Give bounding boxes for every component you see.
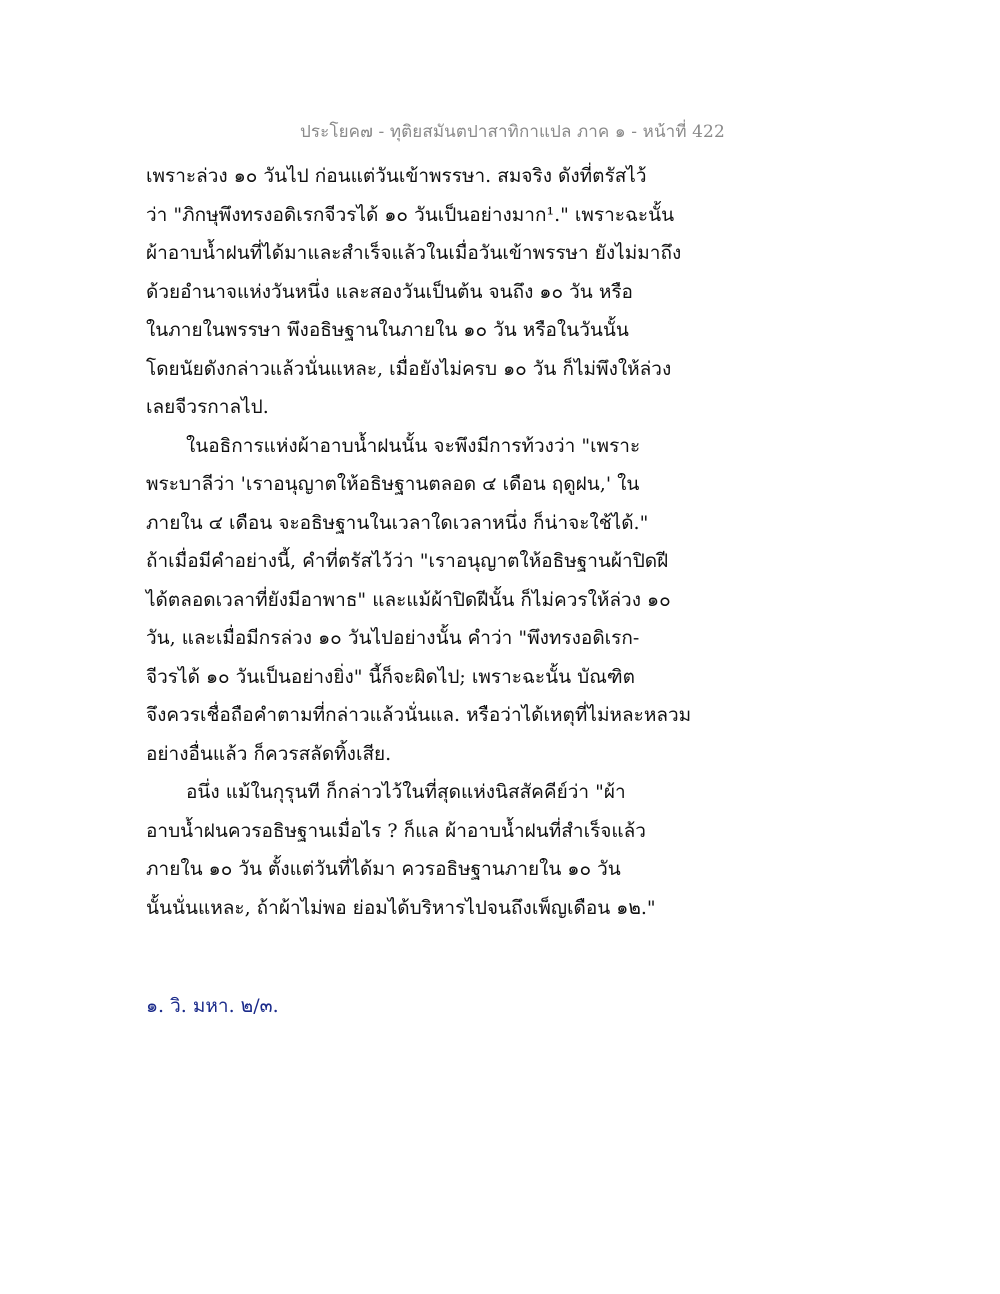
text-line: ว่า "ภิกษุพึงทรงอดิเรกจีวรได้ ๑๐ วันเป็นอย่างมาก¹." เพราะฉะนั้น [146,203,675,226]
text-line: วัน, และเมื่อมีกรล่วง ๑๐ วันไปอย่างนั้น คำว่า "พึงทรงอดิเรก- [146,627,640,649]
text-line: โดยนัยดังกล่าวแล้วนั่นแหละ, เมื่อยังไม่ครบ ๑๐ วัน ก็ไม่พึงให้ล่วง [146,357,672,380]
text-line: เพราะล่วง ๑๐ วันไป ก่อนแต่วันเข้าพรรษา. สมจริง ดังที่ตรัสไว้ [146,165,647,187]
paragraph-start-line: อนึ่ง แม้ในกุรุนที ก็กล่าวไว้ในที่สุดแห่งนิสสัคคีย์ว่า "ผ้า [186,781,626,803]
paragraph-start-line: ในอธิการแห่งผ้าอาบน้ำฝนนั้น จะพึงมีการท้วงว่า "เพราะ [186,434,641,457]
text-line: ถ้าเมื่อมีคำอย่างนี้, คำที่ตรัสไว้ว่า "เราอนุญาตให้อธิษฐานผ้าปิดฝี [146,550,669,572]
text-line: ด้วยอำนาจแห่งวันหนึ่ง และสองวันเป็นต้น จนถึง ๑๐ วัน หรือ [146,280,633,303]
running-header: ประโยค๗ - ทุติยสมันตปาสาทิกาแปล ภาค ๑ - หน้าที่ 422 [300,122,725,142]
text-line: เลยจีวรกาลไป. [146,396,269,418]
footnote: ๑. วิ. มหา. ๒/๓. [146,995,279,1017]
text-line: ได้ตลอดเวลาที่ยังมีอาพาธ" และแม้ผ้าปิดฝีนั้น ก็ไม่ควรให้ล่วง ๑๐ [146,588,671,611]
text-line: อาบน้ำฝนควรอธิษฐานเมื่อไร ? ก็แล ผ้าอาบน้ำฝนที่สำเร็จแล้ว [146,819,646,842]
text-line: ในภายในพรรษา พึงอธิษฐานในภายใน ๑๐ วัน หรือในวันนั้น [146,319,629,341]
text-line: อย่างอื่นแล้ว ก็ควรสลัดทิ้งเสีย. [146,742,392,765]
text-line: ภายใน ๑๐ วัน ตั้งแต่วันที่ได้มา ควรอธิษฐานภายใน ๑๐ วัน [146,858,621,880]
text-line: จึงควรเชื่อถือคำตามที่กล่าวแล้วนั่นแล. หรือว่าได้เหตุที่ไม่หละหลวม [146,704,692,726]
text-line: จีวรได้ ๑๐ วันเป็นอย่างยิ่ง" นี้ก็จะผิดไป; เพราะฉะนั้น บัณฑิต [146,665,635,688]
text-line: พระบาลีว่า 'เราอนุญาตให้อธิษฐานตลอด ๔ เดือน ฤดูฝน,' ใน [146,473,640,495]
text-line: ผ้าอาบน้ำฝนที่ได้มาและสำเร็จแล้วในเมื่อวันเข้าพรรษา ยังไม่มาถึง [146,242,682,264]
text-line: นั้นนั่นแหละ, ถ้าผ้าไม่พอ ย่อมได้บริหารไปจนถึงเพ็ญเดือน ๑๒." [146,896,656,919]
text-line: ภายใน ๔ เดือน จะอธิษฐานในเวลาใดเวลาหนึ่ง ก็น่าจะใช้ได้." [146,511,649,534]
body-text [146,157,692,927]
